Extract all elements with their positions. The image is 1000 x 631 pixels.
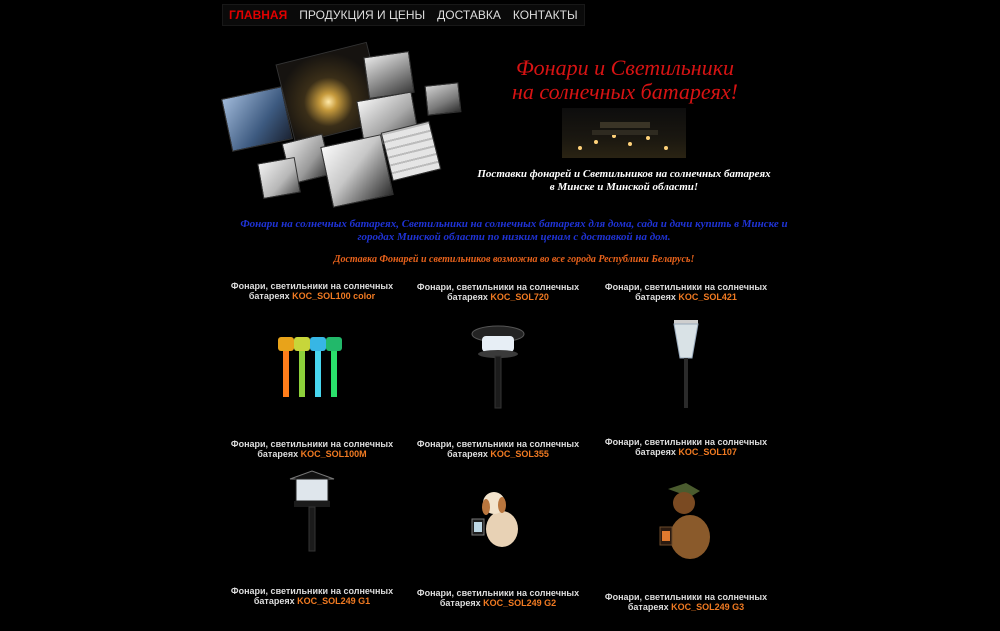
meeting-photo-2	[425, 82, 462, 115]
product-card[interactable]	[222, 439, 402, 553]
product-card[interactable]	[596, 437, 776, 565]
hero-collage	[226, 50, 462, 208]
product-prefix: Фонари, светильники на солнечных батареях	[230, 586, 394, 606]
product-card[interactable]	[408, 588, 588, 608]
dog-figurine-lamp	[468, 489, 528, 553]
clear-stake-lamp	[666, 318, 706, 410]
product-model[interactable]: KOC_SOL249 G1	[297, 596, 371, 606]
product-caption[interactable]	[596, 592, 776, 612]
product-prefix: Фонари, светильники на солнечных батареях	[230, 281, 394, 301]
product-image[interactable]	[468, 320, 528, 410]
hero-subtitle-line-2: в Минске и Минской области!	[549, 181, 699, 193]
intro-text: Фонари на солнечных батареях, Светильники на солнечных батареях для дома, сада и дачи купить в Минске и городах Минской области по низким ценам с доставкой на дом.	[240, 218, 788, 243]
lantern-lamp	[284, 469, 340, 553]
product-caption[interactable]	[596, 437, 776, 457]
product-prefix: Фонари, светильники на солнечных батареях	[416, 588, 580, 608]
product-card[interactable]	[408, 439, 588, 553]
product-prefix: Фонари, светильники на солнечных батареях	[604, 437, 768, 457]
black-garden-lamp	[468, 320, 528, 410]
product-caption[interactable]	[408, 588, 588, 608]
product-model[interactable]: KOC_SOL249 G3	[671, 602, 745, 612]
product-caption[interactable]	[596, 282, 776, 302]
hero-subtitle	[472, 168, 776, 194]
product-image[interactable]	[666, 318, 706, 410]
product-card[interactable]	[596, 282, 776, 410]
product-image[interactable]	[468, 489, 528, 553]
garden-lights-graphic	[562, 108, 686, 158]
product-caption[interactable]	[222, 439, 402, 459]
product-card[interactable]	[222, 281, 402, 411]
night-garden-photo	[562, 108, 686, 158]
product-prefix: Фонари, светильники на солнечных батареях	[604, 592, 768, 612]
hero-subtitle-line-1: Поставки фонарей и Светильников на солнечных батареях	[477, 168, 771, 180]
nav-contacts[interactable]: КОНТАКТЫ	[512, 8, 578, 22]
business-photo-1	[221, 86, 293, 152]
nav-delivery[interactable]: ДОСТАВКА	[437, 8, 501, 22]
product-model[interactable]: KOC_SOL100M	[300, 449, 367, 459]
product-caption[interactable]	[408, 282, 588, 302]
product-image[interactable]	[272, 331, 352, 411]
product-caption[interactable]	[222, 281, 402, 301]
delivery-text: Доставка Фонарей и светильников возможна во все города Республики Беларусь!	[333, 254, 695, 265]
product-card[interactable]	[408, 282, 588, 410]
product-image[interactable]	[284, 469, 340, 553]
product-prefix: Фонари, светильники на солнечных батареях	[416, 439, 580, 459]
handshake-photo	[257, 157, 301, 199]
nav-home[interactable]: ГЛАВНАЯ	[229, 8, 288, 22]
top-nav	[222, 4, 585, 26]
product-prefix: Фонари, светильники на солнечных батареях	[230, 439, 394, 459]
team-photo	[320, 134, 394, 208]
product-prefix: Фонари, светильники на солнечных батареях	[604, 282, 768, 302]
product-model[interactable]: KOC_SOL720	[490, 292, 549, 302]
color-stake-lights	[272, 331, 352, 411]
product-card[interactable]	[596, 592, 776, 612]
hero-title	[490, 56, 760, 104]
product-prefix: Фонари, светильники на солнечных батареях	[416, 282, 580, 302]
product-image[interactable]	[654, 481, 718, 565]
product-model[interactable]: KOC_SOL421	[678, 292, 737, 302]
hero-title-line-2: на солнечных батареях!	[512, 79, 738, 104]
product-caption[interactable]	[408, 439, 588, 459]
product-card[interactable]	[222, 586, 402, 606]
product-model[interactable]: KOC_SOL100 color	[292, 291, 376, 301]
hero-title-line-1: Фонари и Светильники	[515, 55, 734, 80]
shepherd-dog-figurine-lamp	[654, 481, 718, 565]
nav-products[interactable]: ПРОДУКЦИЯ И ЦЕНЫ	[299, 8, 426, 22]
chart-photo	[381, 121, 442, 182]
product-model[interactable]: KOC_SOL107	[678, 447, 737, 457]
product-model[interactable]: KOC_SOL249 G2	[483, 598, 557, 608]
product-model[interactable]: KOC_SOL355	[490, 449, 549, 459]
product-caption[interactable]	[222, 586, 402, 606]
